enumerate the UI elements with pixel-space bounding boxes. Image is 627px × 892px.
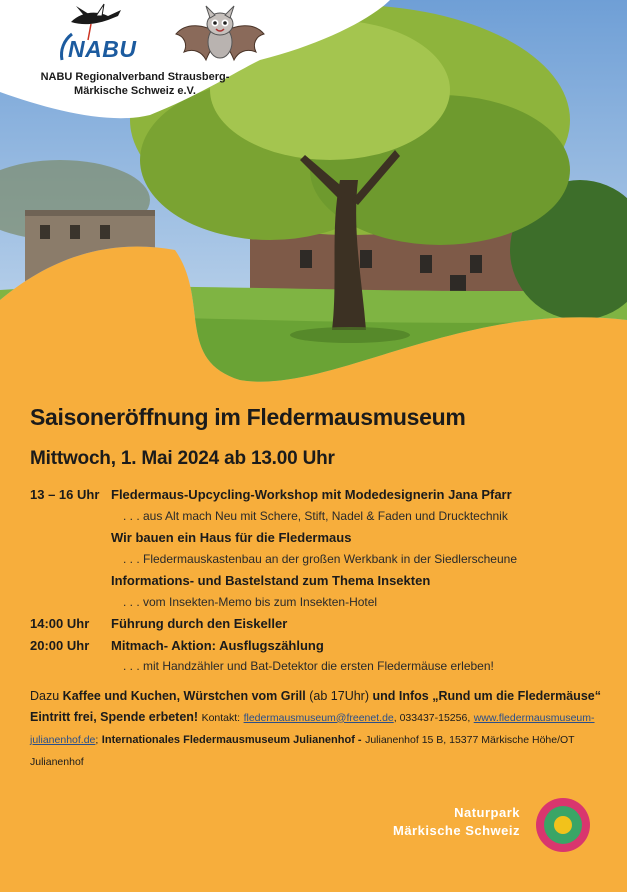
naturpark-label <box>370 804 520 840</box>
org-name <box>0 70 270 98</box>
info-ab: (ab 17Uhr) <box>309 688 369 703</box>
org-name-line2: Märkische Schweiz e.V. <box>74 85 196 97</box>
logo-area <box>0 0 330 120</box>
schedule-row <box>30 635 610 657</box>
museum-name: Internationales Fledermausmuseum Julianenhof - <box>101 733 362 746</box>
schedule-title: Informations- und Bastelstand zum Thema Insekten <box>111 573 431 588</box>
event-date: Mittwoch, 1. Mai 2024 ab 13.00 Uhr <box>30 448 335 469</box>
email-link[interactable]: fledermausmuseum@freenet.de <box>243 711 394 724</box>
org-name-line1: NABU Regionalverband Strausberg- <box>40 71 230 83</box>
schedule-subtext: . . . aus Alt mach Neu mit Schere, Stift, Nadel & Faden und Drucktechnik <box>123 508 508 523</box>
naturpark-line2: Märkische Schweiz <box>393 823 520 838</box>
info-line3 <box>30 729 610 773</box>
schedule-subtext: . . . mit Handzähler und Bat-Detektor die ersten Fledermäuse erleben! <box>123 659 494 673</box>
contact-label: Kontakt: <box>201 711 241 724</box>
phone-number: , 033437-15256, <box>393 711 471 724</box>
naturpark-logo-icon <box>535 797 591 853</box>
nabu-logo-text: NABU <box>68 36 137 62</box>
schedule-title: Führung durch den Eiskeller <box>111 616 288 631</box>
museum-address: Julianenhof 15 B, 15377 Märkische Höhe/OT Julianenhof <box>30 733 575 768</box>
schedule-title: Mitmach- Aktion: Ausflugszählung <box>111 637 324 653</box>
website-link-part1[interactable]: www.fledermausmuseum- <box>473 711 595 724</box>
info-dazu: Dazu <box>30 688 60 703</box>
schedule-title: Wir bauen ein Haus für die Fledermaus <box>111 530 352 545</box>
website-link-part2[interactable]: julianenhof.de <box>30 733 96 746</box>
info-eintritt: Eintritt frei, Spende erbeten! <box>30 709 199 724</box>
naturpark-line1: Naturpark <box>454 805 520 820</box>
info-line1 <box>30 686 610 707</box>
schedule-time: 14:00 Uhr <box>30 616 90 631</box>
bat-mascot-icon <box>174 4 266 72</box>
event-content <box>30 404 610 773</box>
info-line2 <box>0 707 610 729</box>
schedule-subtext: . . . vom Insekten-Memo bis zum Insekten-Hotel <box>123 594 378 609</box>
separator: ; <box>95 733 99 746</box>
schedule-time: 13 – 16 Uhr <box>30 487 100 502</box>
schedule-title: Fledermaus-Upcycling-Workshop mit Modedesignerin Jana Pfarr <box>111 487 512 502</box>
info-und-infos: und Infos „Rund um die Fledermäuse“ <box>372 688 601 703</box>
schedule-row <box>30 613 610 635</box>
info-kaffee: Kaffee und Kuchen, Würstchen vom Grill <box>62 688 306 703</box>
schedule-subtext: . . . Fledermauskastenbau an der großen Werkbank in der Siedlerscheune <box>123 551 517 566</box>
schedule-time: 20:00 Uhr <box>30 637 90 653</box>
event-title: Saisoneröffnung im Fledermausmuseum <box>30 404 466 430</box>
schedule-row <box>30 484 610 506</box>
info-block <box>30 686 610 773</box>
schedule <box>30 484 610 678</box>
